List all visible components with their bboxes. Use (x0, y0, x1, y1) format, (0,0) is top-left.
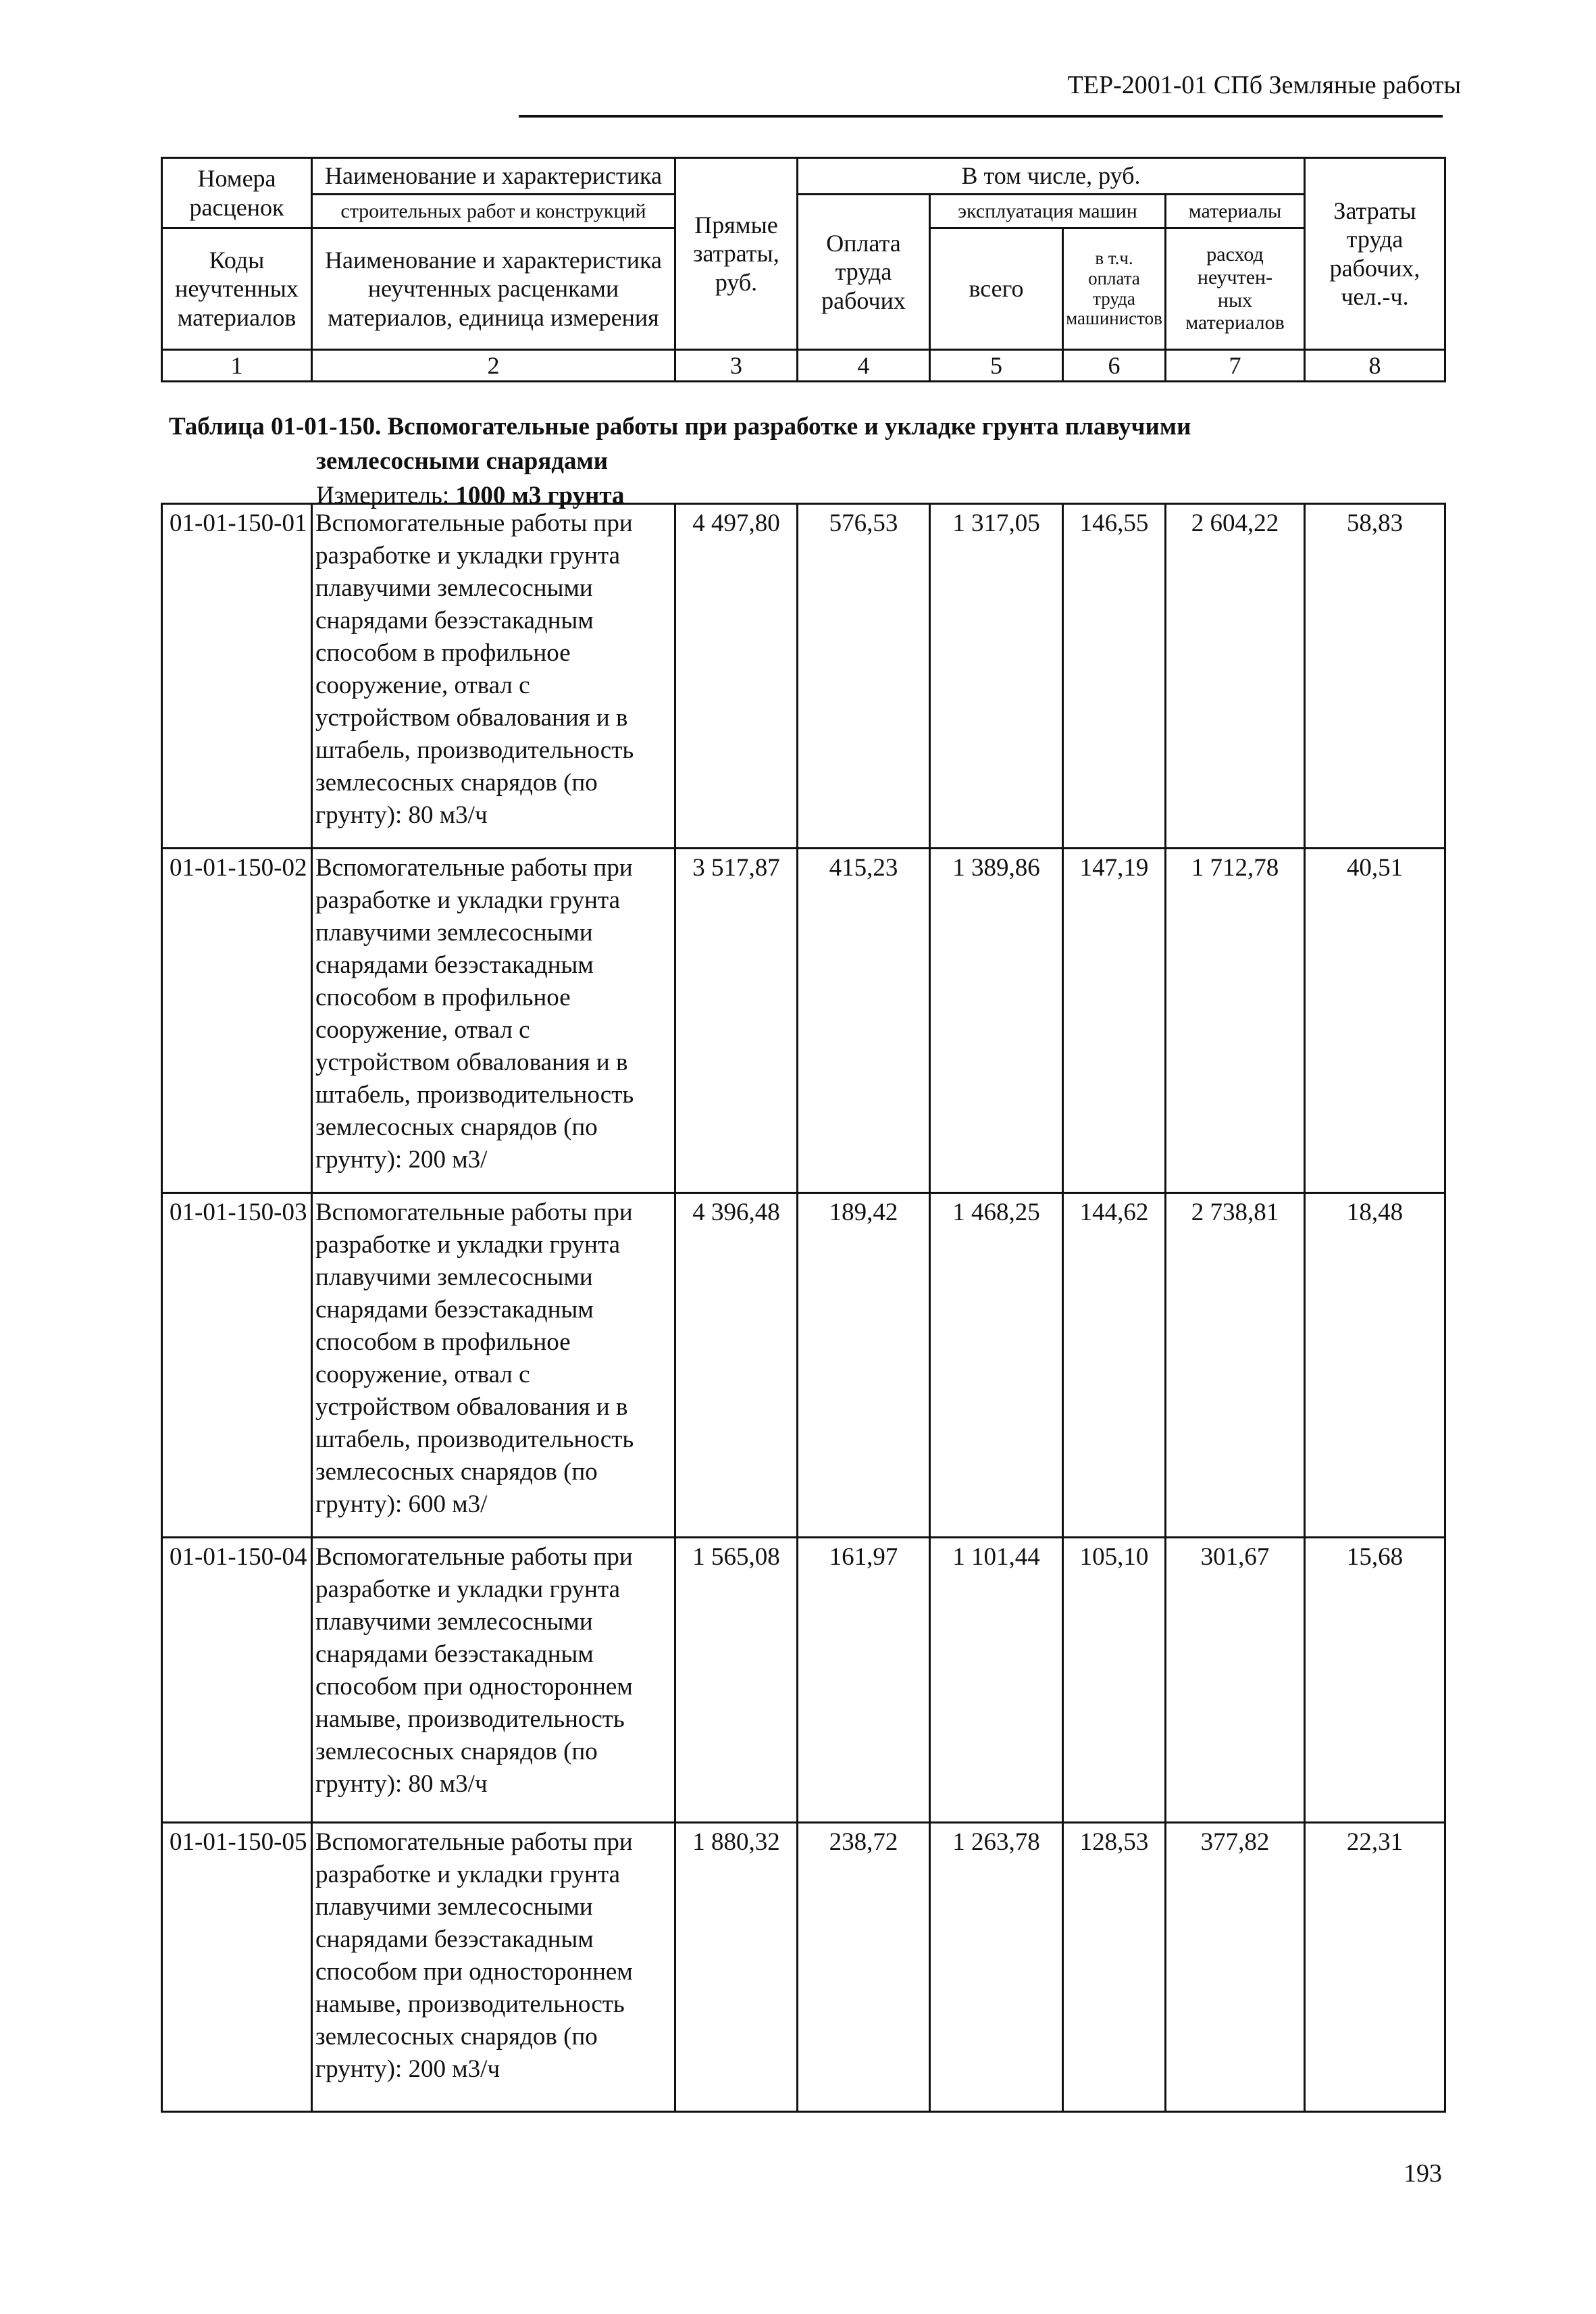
column-number: 6 (1063, 350, 1166, 382)
header-text: рабочих, (1329, 254, 1420, 282)
header-machines-total: всего (930, 228, 1063, 350)
labor-hours-value: 22,31 (1305, 1823, 1445, 2112)
header-labor-pay (798, 195, 930, 350)
table-title-line-2: землесосными снарядами (316, 447, 609, 476)
header-name-top-2: строительных работ и конструкций (312, 195, 675, 228)
header-machinists-pay (1063, 228, 1166, 350)
header-group-including: В том числе, руб. (798, 158, 1305, 195)
labor-hours-value: 58,83 (1305, 504, 1445, 849)
rate-code: 01-01-150-03 (162, 1193, 312, 1538)
materials-value: 2 604,22 (1166, 504, 1305, 849)
description-line: снарядами безэстакадным (315, 1926, 594, 1953)
table-title-line-1: Таблица 01-01-150. Вспомогательные работы при разработке и укладке грунта плавучими (169, 413, 1191, 441)
machinists-pay-value: 105,10 (1063, 1538, 1166, 1823)
description-line: штабель, производительность (315, 1426, 634, 1453)
labor-pay-value: 161,97 (798, 1538, 930, 1823)
machines-total-value: 1 317,05 (930, 504, 1063, 849)
description-line: устройством обвалования и в (315, 1049, 628, 1076)
rate-description (312, 849, 675, 1193)
header-code-bottom (162, 228, 312, 350)
header-text: ных (1217, 288, 1253, 311)
description-line: землесосных снарядов (по (315, 1738, 598, 1765)
header-text: Оплата (826, 229, 901, 257)
description-line: Вспомогательные работы при (315, 1199, 633, 1226)
description-line: снарядами безэстакадным (315, 1296, 594, 1324)
header-text: рабочих (821, 286, 906, 314)
description-line: способом при одностороннем (315, 1958, 633, 1986)
table-row (162, 504, 1445, 849)
table-row (162, 1538, 1445, 1823)
unit-label: Измеритель: (316, 482, 456, 510)
description-line: землесосных снарядов (по (315, 769, 598, 797)
direct-costs-value: 1 880,32 (675, 1823, 798, 2112)
header-text: Затраты (1333, 197, 1416, 224)
rate-description (312, 1193, 675, 1538)
header-text: Номера (197, 165, 276, 193)
header-text: чел.-ч. (1341, 282, 1409, 310)
header-text: Коды (209, 246, 265, 274)
description-line: грунту): 200 м3/ (315, 1146, 488, 1174)
column-number: 8 (1305, 350, 1445, 382)
unit-value: 1000 м3 грунта (455, 482, 625, 510)
header-text: расход (1206, 243, 1264, 266)
rate-description (312, 504, 675, 849)
description-line: способом в профильное (315, 1328, 571, 1356)
header-text: неучтен- (1197, 266, 1273, 288)
header-text: неучтенных расценками (367, 275, 619, 303)
description-line: Вспомогательные работы при (315, 509, 633, 537)
rate-code: 01-01-150-02 (162, 849, 312, 1193)
description-line: плавучими землесосными (315, 1608, 593, 1636)
description-line: Вспомогательные работы при (315, 1543, 633, 1571)
rates-table (161, 503, 1446, 2113)
description-line: устройством обвалования и в (315, 1393, 628, 1421)
column-number: 2 (312, 350, 675, 382)
description-line: плавучими землесосными (315, 1893, 593, 1921)
description-line: снарядами безэстакадным (315, 1640, 594, 1668)
description-line: сооружение, отвал с (315, 672, 530, 699)
table-row (162, 1193, 1445, 1538)
description-line: разработке и укладки грунта (315, 542, 620, 570)
description-line: Вспомогательные работы при (315, 854, 633, 882)
description-line: намыве, производительность (315, 1705, 625, 1733)
machines-total-value: 1 101,44 (930, 1538, 1063, 1823)
labor-pay-value: 238,72 (798, 1823, 930, 2112)
direct-costs-value: 4 396,48 (675, 1193, 798, 1538)
column-number: 5 (930, 350, 1063, 382)
header-text: руб. (715, 268, 758, 296)
description-line: землесосных снарядов (по (315, 2023, 598, 2051)
header-text: материалов (177, 303, 297, 331)
header-materials: материалы (1166, 195, 1305, 228)
description-line: разработке и укладки грунта (315, 886, 620, 914)
labor-hours-value: 15,68 (1305, 1538, 1445, 1823)
header-text: материалов, единица измерения (328, 303, 659, 331)
header-text: неучтенных (175, 275, 299, 303)
materials-value: 377,82 (1166, 1823, 1305, 2112)
machines-total-value: 1 263,78 (930, 1823, 1063, 2112)
description-line: плавучими землесосными (315, 919, 593, 947)
machines-total-value: 1 468,25 (930, 1193, 1063, 1538)
column-number: 3 (675, 350, 798, 382)
description-line: способом в профильное (315, 639, 571, 667)
machinists-pay-value: 144,62 (1063, 1193, 1166, 1538)
description-line: сооружение, отвал с (315, 1361, 530, 1388)
machinists-pay-value: 146,55 (1063, 504, 1166, 849)
description-line: намыве, производительность (315, 1990, 625, 2018)
header-rule (519, 115, 1443, 118)
description-line: грунту): 600 м3/ (315, 1490, 488, 1518)
description-line: снарядами безэстакадным (315, 607, 594, 634)
description-line: разработке и укладки грунта (315, 1861, 620, 1888)
header-text: труда (835, 258, 892, 286)
header-text: Прямые (694, 211, 778, 238)
rate-code: 01-01-150-01 (162, 504, 312, 849)
description-line: плавучими землесосными (315, 1263, 593, 1291)
machines-total-value: 1 389,86 (930, 849, 1063, 1193)
labor-pay-value: 189,42 (798, 1193, 930, 1538)
header-text: Наименование и характеристика (325, 246, 662, 274)
header-text: в т.ч. (1095, 248, 1133, 269)
labor-hours-value: 18,48 (1305, 1193, 1445, 1538)
labor-hours-value: 40,51 (1305, 849, 1445, 1193)
description-line: грунту): 80 м3/ч (315, 801, 488, 829)
materials-value: 301,67 (1166, 1538, 1305, 1823)
header-labor-hours (1305, 158, 1445, 350)
header-text: труда (1093, 288, 1135, 309)
description-line: грунту): 80 м3/ч (315, 1770, 488, 1798)
rate-description (312, 1823, 675, 2112)
description-line: устройством обвалования и в (315, 704, 628, 732)
machinists-pay-value: 128,53 (1063, 1823, 1166, 2112)
description-line: способом при одностороннем (315, 1673, 633, 1701)
description-line: грунту): 200 м3/ч (315, 2055, 500, 2083)
description-line: способом в профильное (315, 984, 571, 1011)
machinists-pay-value: 147,19 (1063, 849, 1166, 1193)
header-text: расценок (189, 193, 284, 221)
table-row (162, 849, 1445, 1193)
description-line: снарядами безэстакадным (315, 951, 594, 979)
column-number: 7 (1166, 350, 1305, 382)
header-name-bottom (312, 228, 675, 350)
description-line: землесосных снарядов (по (315, 1458, 598, 1486)
direct-costs-value: 4 497,80 (675, 504, 798, 849)
header-text: оплата (1088, 268, 1140, 288)
table-caption (169, 409, 1191, 513)
description-line: разработке и укладки грунта (315, 1231, 620, 1259)
header-code-top (162, 158, 312, 228)
labor-pay-value: 415,23 (798, 849, 930, 1193)
description-line: Вспомогательные работы при (315, 1828, 633, 1856)
column-number: 1 (162, 350, 312, 382)
header-materials-consumption (1166, 228, 1305, 350)
direct-costs-value: 3 517,87 (675, 849, 798, 1193)
materials-value: 2 738,81 (1166, 1193, 1305, 1538)
rate-code: 01-01-150-05 (162, 1823, 312, 2112)
header-machines: эксплуатация машин (930, 195, 1166, 228)
header-name-top-1: Наименование и характеристика (312, 158, 675, 195)
description-line: сооружение, отвал с (315, 1016, 530, 1044)
running-title: ТЕР-2001-01 СПб Земляные работы (1067, 71, 1461, 99)
page-number: 193 (1404, 2159, 1442, 2188)
rate-code: 01-01-150-04 (162, 1538, 312, 1823)
header-text: материалов (1185, 311, 1285, 334)
header-direct-costs (675, 158, 798, 350)
direct-costs-value: 1 565,08 (675, 1538, 798, 1823)
header-text: машинистов (1066, 308, 1162, 329)
description-line: штабель, производительность (315, 736, 634, 764)
description-line: штабель, производительность (315, 1081, 634, 1109)
rate-description (312, 1538, 675, 1823)
description-line: плавучими землесосными (315, 574, 593, 602)
column-number: 4 (798, 350, 930, 382)
column-header-table (161, 157, 1446, 382)
header-text: затраты, (693, 240, 779, 268)
materials-value: 1 712,78 (1166, 849, 1305, 1193)
labor-pay-value: 576,53 (798, 504, 930, 849)
description-line: землесосных снарядов (по (315, 1113, 598, 1141)
description-line: разработке и укладки грунта (315, 1576, 620, 1603)
header-text: труда (1346, 226, 1404, 253)
table-row (162, 1823, 1445, 2112)
